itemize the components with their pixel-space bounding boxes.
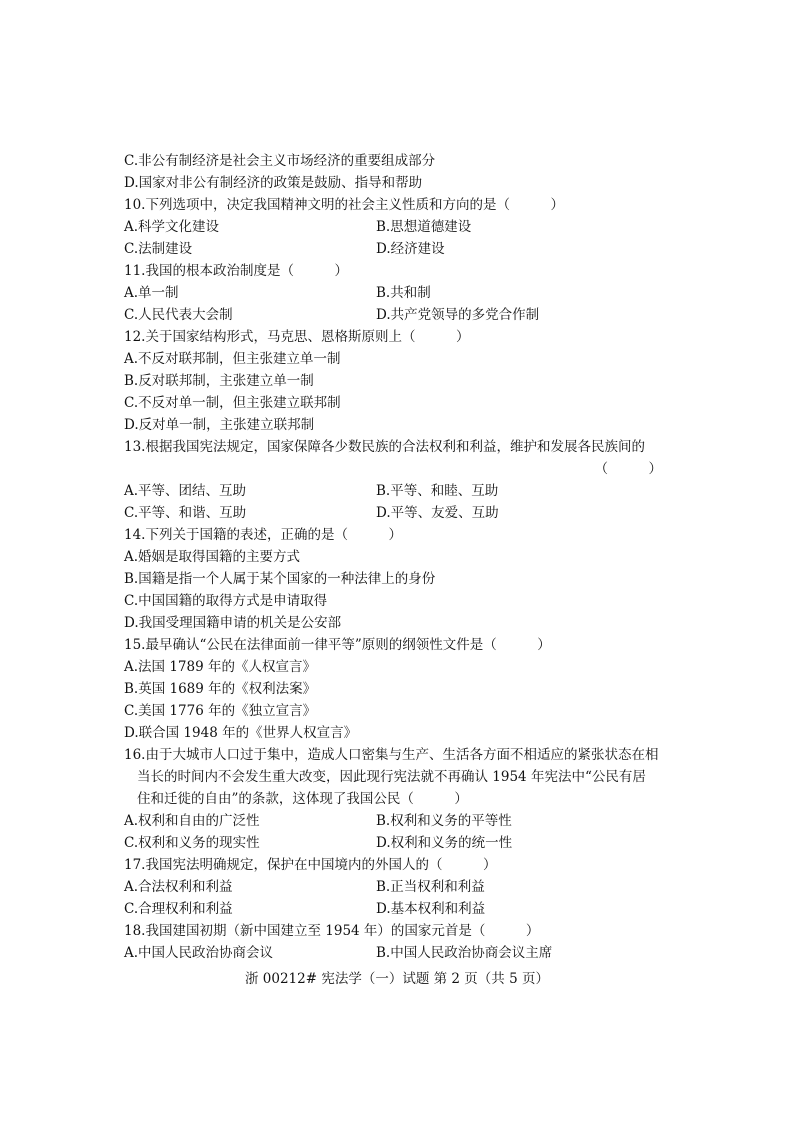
q11-option-a: A.单一制 [124, 285, 179, 301]
q10-option-a: A.科学文化建设 [124, 219, 220, 235]
q13-stem: 13.根据我国宪法规定，国家保障各少数民族的合法权利和利益，维护和发展各民族间的 [124, 439, 645, 455]
q17-option-b: B.正当权利和利益 [376, 879, 485, 895]
q18-stem: 18.我国建国初期（新中国建立至 1954 年）的国家元首是（ ） [124, 923, 540, 939]
q15-option-a: A.法国 1789 年的《人权宣言》 [124, 659, 316, 675]
q15-option-d: D.联合国 1948 年的《世界人权宣言》 [124, 725, 358, 741]
q16-options-row-1 [124, 810, 672, 832]
page-footer: 浙 00212# 宪法学（一）试题 第 2 页（共 5 页） [245, 971, 549, 987]
q16-option-d: D.权利和义务的统一性 [376, 835, 513, 851]
q12-option-c: C.不反对单一制，但主张建立联邦制 [124, 395, 341, 411]
q16-option-b: B.权利和义务的平等性 [376, 813, 512, 829]
q13-option-b: B.平等、和睦、互助 [376, 483, 499, 499]
q13-options-row-2 [124, 502, 672, 524]
q17-options-row-2 [124, 898, 672, 920]
q17-option-d: D.基本权利和利益 [376, 901, 486, 917]
q15-option-b: B.英国 1689 年的《权利法案》 [124, 681, 317, 697]
q14-option-a: A.婚姻是取得国籍的主要方式 [124, 549, 301, 565]
q12-option-d: D.反对单一制，主张建立联邦制 [124, 417, 315, 433]
q11-option-b: B.共和制 [376, 285, 431, 301]
q17-option-c: C.合理权利和利益 [124, 901, 233, 917]
q10-options-row-2 [124, 238, 672, 260]
q16-option-a: A.权利和自由的广泛性 [124, 813, 260, 829]
q16-option-c: C.权利和义务的现实性 [124, 835, 260, 851]
q10-stem: 10.下列选项中，决定我国精神文明的社会主义性质和方向的是（ ） [124, 197, 564, 213]
q13-option-a: A.平等、团结、互助 [124, 483, 247, 499]
q11-options-row-1 [124, 282, 672, 304]
q13-option-c: C.平等、和谐、互助 [124, 505, 247, 521]
q17-stem: 17.我国宪法明确规定，保护在中国境内的外国人的（ ） [124, 857, 497, 873]
q10-option-b: B.思想道德建设 [376, 219, 472, 235]
q13-answer-paren: （ ） [594, 461, 662, 477]
q9-option-c: C.非公有制经济是社会主义市场经济的重要组成部分 [124, 153, 436, 169]
q10-options-row-1 [124, 216, 672, 238]
q16-stem-line-3: 住和迁徙的自由”的条款，这体现了我国公民（ ） [137, 791, 468, 807]
q16-options-row-2 [124, 832, 672, 854]
q15-stem: 15.最早确认“公民在法律面前一律平等”原则的纲领性文件是（ ） [124, 637, 551, 653]
q18-option-b: B.中国人民政治协商会议主席 [376, 945, 553, 961]
q16-stem-line-2: 当长的时间内不会发生重大改变，因此现行宪法就不再确认 1954 年宪法中“公民有居 [137, 769, 646, 785]
q14-option-d: D.我国受理国籍申请的机关是公安部 [124, 615, 342, 631]
q10-option-d: D.经济建设 [376, 241, 445, 257]
q9-option-d: D.国家对非公有制经济的政策是鼓励、指导和帮助 [124, 175, 423, 191]
q14-stem: 14.下列关于国籍的表述，正确的是（ ） [124, 527, 402, 543]
q16-stem-line-1: 16.由于大城市人口过于集中，造成人口密集与生产、生活各方面不相适应的紧张状态在相 [124, 747, 659, 763]
q18-options-row-1 [124, 942, 672, 964]
q14-option-c: C.中国国籍的取得方式是申请取得 [124, 593, 328, 609]
q11-options-row-2 [124, 304, 672, 326]
exam-page-body [124, 150, 672, 964]
q11-stem: 11.我国的根本政治制度是（ ） [124, 263, 348, 279]
q13-options-row-1 [124, 480, 672, 502]
q18-option-a: A.中国人民政治协商会议 [124, 945, 274, 961]
q11-option-c: C.人民代表大会制 [124, 307, 233, 323]
q13-option-d: D.平等、友爱、互助 [376, 505, 499, 521]
q11-option-d: D.共产党领导的多党合作制 [376, 307, 540, 323]
q15-option-c: C.美国 1776 年的《独立宣言》 [124, 703, 317, 719]
q17-options-row-1 [124, 876, 672, 898]
q12-option-a: A.不反对联邦制，但主张建立单一制 [124, 351, 341, 367]
q14-option-b: B.国籍是指一个人属于某个国家的一种法律上的身份 [124, 571, 436, 587]
q10-option-c: C.法制建设 [124, 241, 193, 257]
q17-option-a: A.合法权利和利益 [124, 879, 233, 895]
q12-stem: 12.关于国家结构形式，马克思、恩格斯原则上（ ） [124, 329, 470, 345]
q12-option-b: B.反对联邦制，主张建立单一制 [124, 373, 314, 389]
